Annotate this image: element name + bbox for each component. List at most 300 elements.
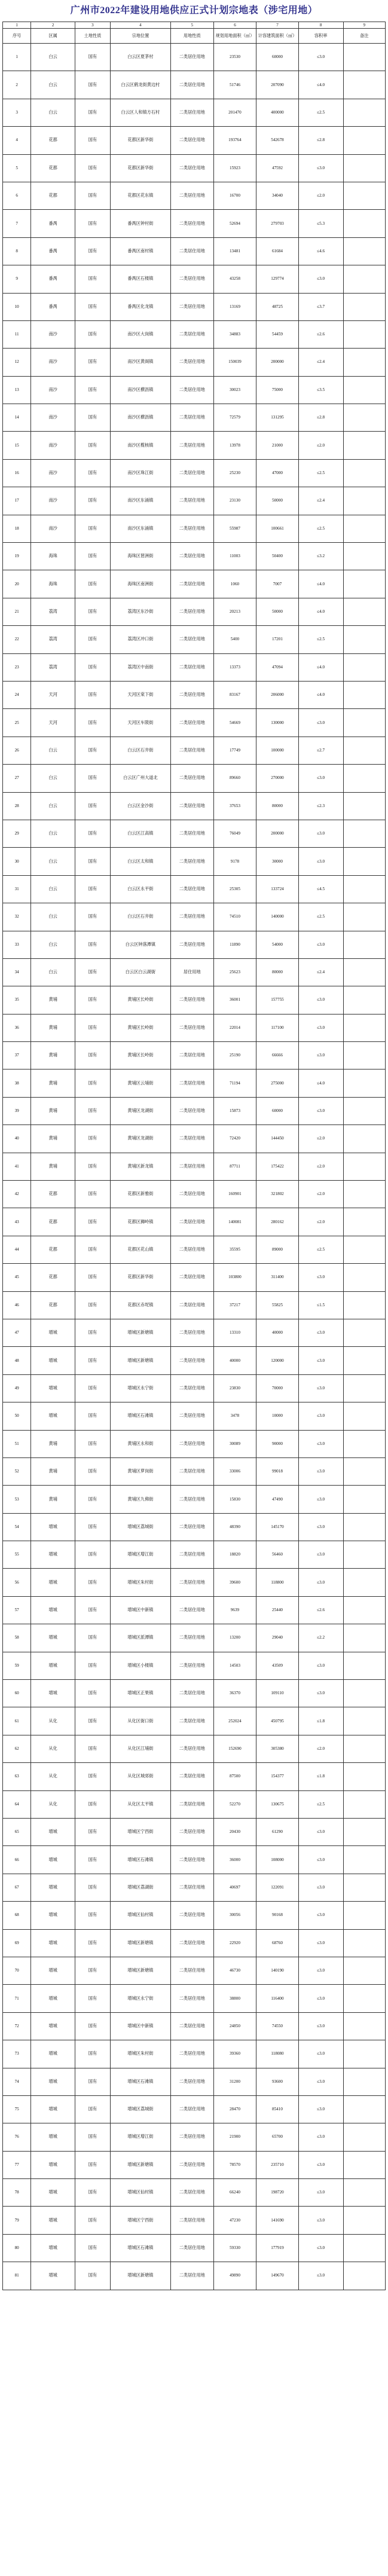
cell-remarks [343,1735,385,1762]
cell-land-use: 二类居住用地 [170,681,213,708]
cell-floor-area: 450795 [256,1707,298,1735]
cell-district: 从化 [31,1763,75,1790]
header-planned-area: 规划用地面积（㎡） [213,29,256,44]
cell-land-nature: 国有 [75,1291,110,1319]
cell-parcel-location: 番禺区化龙镇 [110,293,170,320]
cell-floor-area: 198720 [256,2179,298,2207]
cell-floor-area: 321802 [256,1181,298,1208]
table-row [3,487,386,515]
table-row [3,1929,386,1957]
cell-planned-area: 140081 [213,1208,256,1236]
column-number: 8 [298,22,343,29]
cell-serial: 46 [3,1291,31,1319]
cell-plot-ratio: ≤2.4 [298,487,343,515]
cell-serial: 65 [3,1819,31,1846]
cell-district: 增城 [31,2179,75,2207]
cell-planned-area: 25230 [213,459,256,487]
cell-parcel-location: 增城区派潭镇 [110,1624,170,1652]
cell-serial: 52 [3,1457,31,1485]
cell-remarks [343,71,385,99]
cell-planned-area: 74510 [213,903,256,931]
table-row [3,320,386,348]
cell-planned-area: 51746 [213,71,256,99]
table-row [3,1457,386,1485]
cell-land-use: 二类居住用地 [170,376,213,404]
cell-planned-area: 36000 [213,1846,256,1874]
cell-district: 黄埔 [31,1097,75,1124]
cell-floor-area: 65700 [256,2123,298,2151]
cell-serial: 40 [3,1125,31,1153]
cell-land-nature: 国有 [75,681,110,708]
cell-parcel-location: 黄埔区九佛街 [110,1486,170,1513]
cell-land-nature: 国有 [75,1014,110,1041]
cell-floor-area: 206000 [256,681,298,708]
table-row [3,515,386,542]
cell-district: 荔湾 [31,626,75,653]
cell-planned-area: 13481 [213,237,256,265]
cell-serial: 4 [3,127,31,154]
cell-plot-ratio: ≤3.0 [298,1264,343,1291]
column-number: 5 [170,22,213,29]
cell-parcel-location: 花都区新华街 [110,154,170,182]
cell-planned-area: 15873 [213,1097,256,1124]
table-row [3,1181,386,1208]
cell-serial: 53 [3,1486,31,1513]
cell-planned-area: 11003 [213,543,256,570]
cell-parcel-location: 增城区仙村镇 [110,1902,170,1929]
cell-parcel-location: 增城区正果镇 [110,1680,170,1707]
table-row [3,1291,386,1319]
cell-planned-area: 35595 [213,1236,256,1263]
cell-floor-area: 145170 [256,1513,298,1541]
cell-plot-ratio: ≤2.0 [298,1125,343,1153]
cell-land-nature: 国有 [75,2207,110,2234]
cell-district: 天河 [31,709,75,737]
cell-land-use: 二类居住用地 [170,265,213,293]
cell-parcel-location: 海珠区南洲街 [110,570,170,598]
cell-land-use: 二类居住用地 [170,765,213,792]
cell-land-use: 二类居住用地 [170,709,213,737]
cell-floor-area: 311400 [256,1264,298,1291]
cell-remarks [343,1014,385,1041]
cell-remarks [343,1846,385,1874]
cell-serial: 5 [3,154,31,182]
cell-serial: 1 [3,44,31,71]
cell-land-use: 二类居住用地 [170,2151,213,2178]
cell-parcel-location: 从化区太平镇 [110,1790,170,1818]
cell-serial: 29 [3,820,31,847]
cell-planned-area: 21900 [213,2123,256,2151]
cell-district: 增城 [31,1513,75,1541]
table-row [3,2068,386,2095]
cell-floor-area: 47592 [256,154,298,182]
cell-remarks [343,320,385,348]
cell-plot-ratio: ≤3.0 [298,1680,343,1707]
cell-district: 增城 [31,1596,75,1624]
cell-planned-area: 47230 [213,2207,256,2234]
cell-remarks [343,127,385,154]
cell-remarks [343,487,385,515]
cell-plot-ratio: ≤3.0 [298,1486,343,1513]
table-row [3,1763,386,1790]
cell-floor-area: 129774 [256,265,298,293]
cell-planned-area: 25623 [213,958,256,986]
cell-plot-ratio: ≤2.3 [298,792,343,820]
cell-district: 增城 [31,2207,75,2234]
table-row [3,1624,386,1652]
cell-parcel-location: 增城区新塘镇 [110,1957,170,1984]
table-row [3,1486,386,1513]
cell-land-use: 二类居住用地 [170,154,213,182]
cell-district: 白云 [31,820,75,847]
table-row [3,127,386,154]
cell-plot-ratio: ≤4.5 [298,875,343,903]
cell-plot-ratio: ≤3.0 [298,2068,343,2095]
cell-floor-area: 85410 [256,2095,298,2123]
cell-floor-area: 60000 [256,1097,298,1124]
cell-plot-ratio: ≤3.5 [298,376,343,404]
cell-land-nature: 国有 [75,1569,110,1596]
cell-remarks [343,1042,385,1069]
cell-land-nature: 国有 [75,2095,110,2123]
cell-plot-ratio: ≤3.0 [298,2151,343,2178]
cell-floor-area: 109110 [256,1680,298,1707]
cell-plot-ratio: ≤3.0 [298,1957,343,1984]
cell-planned-area: 89660 [213,765,256,792]
cell-floor-area: 80000 [256,792,298,820]
cell-serial: 37 [3,1042,31,1069]
cell-floor-area: 80000 [256,958,298,986]
cell-land-use: 二类居住用地 [170,1236,213,1263]
cell-parcel-location: 海珠区琶洲街 [110,543,170,570]
cell-floor-area: 29040 [256,1624,298,1652]
cell-serial: 68 [3,1902,31,1929]
cell-plot-ratio: ≤3.0 [298,1402,343,1430]
cell-parcel-location: 白云区白云湖街 [110,958,170,986]
cell-land-nature: 国有 [75,1957,110,1984]
cell-district: 白云 [31,44,75,71]
table-row [3,1374,386,1402]
table-row [3,1707,386,1735]
cell-parcel-location: 黄埔区长岭街 [110,986,170,1014]
table-row [3,737,386,764]
table-row [3,1735,386,1762]
table-row [3,1069,386,1097]
table-row [3,1236,386,1263]
cell-remarks [343,1236,385,1263]
table-row [3,1430,386,1457]
cell-land-nature: 国有 [75,1680,110,1707]
cell-district: 番禺 [31,265,75,293]
cell-remarks [343,1319,385,1346]
cell-parcel-location: 荔湾区冲口街 [110,626,170,653]
cell-remarks [343,1985,385,2012]
cell-land-nature: 国有 [75,1874,110,1901]
table-body [3,44,386,2290]
cell-floor-area: 200000 [256,820,298,847]
cell-plot-ratio: ≤2.5 [298,1790,343,1818]
cell-plot-ratio: ≤1.8 [298,1763,343,1790]
cell-plot-ratio: ≤3.7 [298,293,343,320]
cell-floor-area: 175422 [256,1153,298,1180]
cell-land-use: 二类居住用地 [170,1153,213,1180]
table-row [3,1957,386,1984]
cell-serial: 56 [3,1569,31,1596]
cell-floor-area: 400000 [256,99,298,126]
table-row [3,2207,386,2234]
table-row [3,2040,386,2068]
table-row [3,1680,386,1707]
cell-planned-area: 48390 [213,1513,256,1541]
cell-land-use: 二类居住用地 [170,44,213,71]
cell-district: 增城 [31,2095,75,2123]
cell-land-nature: 国有 [75,653,110,681]
cell-remarks [343,848,385,875]
cell-planned-area: 1060 [213,570,256,598]
cell-plot-ratio: ≤2.4 [298,349,343,376]
cell-district: 白云 [31,958,75,986]
cell-planned-area: 13200 [213,1624,256,1652]
land-supply-table [2,22,386,2290]
table-row [3,2123,386,2151]
cell-remarks [343,1374,385,1402]
cell-serial: 34 [3,958,31,986]
cell-remarks [343,237,385,265]
cell-serial: 49 [3,1374,31,1402]
cell-district: 增城 [31,1929,75,1957]
cell-land-use: 二类居住用地 [170,1457,213,1485]
cell-remarks [343,1181,385,1208]
cell-serial: 28 [3,792,31,820]
cell-land-nature: 国有 [75,265,110,293]
header-parcel-location: 宗地位置 [110,29,170,44]
cell-plot-ratio: ≤1.5 [298,1291,343,1319]
cell-land-use: 二类居住用地 [170,1430,213,1457]
cell-floor-area: 305380 [256,1735,298,1762]
column-number: 2 [31,22,75,29]
table-row [3,986,386,1014]
cell-plot-ratio: ≤2.5 [298,515,343,542]
cell-floor-area: 235710 [256,2151,298,2178]
cell-land-nature: 国有 [75,154,110,182]
cell-remarks [343,2012,385,2040]
cell-floor-area: 47094 [256,653,298,681]
cell-land-use: 二类居住用地 [170,1347,213,1374]
cell-floor-area: 54459 [256,320,298,348]
cell-remarks [343,737,385,764]
cell-district: 南沙 [31,432,75,459]
table-row [3,349,386,376]
cell-land-nature: 国有 [75,44,110,71]
cell-remarks [343,543,385,570]
cell-land-use: 二类居住用地 [170,1513,213,1541]
table-row [3,154,386,182]
cell-remarks [343,653,385,681]
cell-remarks [343,2123,385,2151]
cell-land-use: 二类居住用地 [170,848,213,875]
cell-land-use: 二类居住用地 [170,931,213,958]
cell-land-nature: 国有 [75,1347,110,1374]
cell-remarks [343,404,385,432]
table-row [3,931,386,958]
cell-parcel-location: 花都区花山镇 [110,1236,170,1263]
table-row [3,765,386,792]
cell-plot-ratio: ≤3.0 [298,1347,343,1374]
cell-land-use: 二类居住用地 [170,1181,213,1208]
cell-planned-area: 43258 [213,265,256,293]
cell-remarks [343,2040,385,2068]
cell-district: 增城 [31,1374,75,1402]
cell-planned-area: 14503 [213,1652,256,1679]
cell-serial: 16 [3,459,31,487]
cell-remarks [343,1569,385,1596]
cell-remarks [343,1902,385,1929]
cell-land-use: 二类居住用地 [170,653,213,681]
cell-land-use: 二类居住用地 [170,2123,213,2151]
cell-parcel-location: 花都区新华街 [110,1264,170,1291]
cell-parcel-location: 增城区朱村街 [110,2040,170,2068]
table-row [3,543,386,570]
cell-plot-ratio: ≤2.0 [298,1735,343,1762]
cell-plot-ratio: ≤3.0 [298,1513,343,1541]
cell-parcel-location: 增城区石滩镇 [110,1846,170,1874]
cell-floor-area: 70000 [256,1374,298,1402]
cell-serial: 71 [3,1985,31,2012]
cell-floor-area: 133724 [256,875,298,903]
cell-land-nature: 国有 [75,709,110,737]
cell-planned-area: 52270 [213,1790,256,1818]
cell-land-use: 二类居住用地 [170,986,213,1014]
cell-land-use: 二类居住用地 [170,1069,213,1097]
cell-plot-ratio: ≤4.6 [298,237,343,265]
cell-land-nature: 国有 [75,1097,110,1124]
cell-parcel-location: 黄埔区云埔街 [110,1069,170,1097]
cell-land-use: 二类居住用地 [170,432,213,459]
cell-floor-area: 47000 [256,459,298,487]
cell-plot-ratio: ≤3.0 [298,1319,343,1346]
cell-parcel-location: 增城区荔城街 [110,1513,170,1541]
cell-remarks [343,765,385,792]
cell-district: 增城 [31,2262,75,2290]
cell-planned-area: 22014 [213,1014,256,1041]
cell-planned-area: 15923 [213,154,256,182]
cell-parcel-location: 南沙区东涌镇 [110,515,170,542]
cell-serial: 43 [3,1208,31,1236]
cell-district: 白云 [31,737,75,764]
cell-floor-area: 140190 [256,1957,298,1984]
cell-district: 白云 [31,792,75,820]
cell-land-use: 二类居住用地 [170,99,213,126]
cell-land-use: 二类居住用地 [170,903,213,931]
cell-district: 增城 [31,1902,75,1929]
document-title: 广州市2022年建设用地供应正式计划宗地表（涉宅用地） [70,5,318,16]
cell-planned-area: 11890 [213,931,256,958]
table-row [3,1985,386,2012]
cell-planned-area: 193764 [213,127,256,154]
cell-serial: 66 [3,1846,31,1874]
cell-serial: 7 [3,210,31,237]
cell-floor-area: 90000 [256,1430,298,1457]
cell-serial: 27 [3,765,31,792]
cell-land-nature: 国有 [75,765,110,792]
cell-land-nature: 国有 [75,182,110,209]
cell-floor-area: 270000 [256,765,298,792]
cell-floor-area: 66666 [256,1042,298,1069]
cell-district: 南沙 [31,376,75,404]
cell-floor-area: 542678 [256,127,298,154]
cell-plot-ratio: ≤3.0 [298,1541,343,1569]
cell-planned-area: 20213 [213,598,256,625]
cell-remarks [343,2234,385,2262]
cell-planned-area: 34883 [213,320,256,348]
table-row [3,848,386,875]
cell-serial: 78 [3,2179,31,2207]
cell-parcel-location: 白云区金沙街 [110,792,170,820]
cell-land-use: 二类居住用地 [170,1014,213,1041]
cell-serial: 45 [3,1264,31,1291]
cell-remarks [343,376,385,404]
cell-serial: 31 [3,875,31,903]
cell-land-use: 二类居住用地 [170,1097,213,1124]
cell-parcel-location: 南沙区横沥镇 [110,404,170,432]
cell-planned-area: 78570 [213,2151,256,2178]
table-row [3,210,386,237]
cell-planned-area: 40697 [213,1874,256,1901]
cell-remarks [343,515,385,542]
table-row [3,1652,386,1679]
cell-parcel-location: 番禺区石楼镇 [110,265,170,293]
cell-plot-ratio: ≤3.0 [298,931,343,958]
cell-serial: 24 [3,681,31,708]
cell-district: 花都 [31,1181,75,1208]
cell-serial: 60 [3,1680,31,1707]
cell-plot-ratio: ≤3.0 [298,44,343,71]
cell-floor-area: 74550 [256,2012,298,2040]
column-number: 9 [343,22,385,29]
cell-land-use: 二类居住用地 [170,71,213,99]
cell-floor-area: 40000 [256,1319,298,1346]
column-number-row [3,22,386,29]
cell-planned-area: 13978 [213,432,256,459]
cell-serial: 30 [3,848,31,875]
cell-serial: 15 [3,432,31,459]
cell-remarks [343,182,385,209]
table-row [3,2151,386,2178]
cell-land-nature: 国有 [75,432,110,459]
cell-serial: 69 [3,1929,31,1957]
cell-floor-area: 149670 [256,2262,298,2290]
cell-land-use: 二类居住用地 [170,1846,213,1874]
cell-planned-area: 9639 [213,1596,256,1624]
cell-floor-area: 7007 [256,570,298,598]
cell-land-nature: 国有 [75,1042,110,1069]
cell-plot-ratio: ≤3.0 [298,986,343,1014]
cell-parcel-location: 增城区新塘镇 [110,1347,170,1374]
cell-parcel-location: 从化区江埔街 [110,1735,170,1762]
table-row [3,237,386,265]
table-row [3,570,386,598]
cell-remarks [343,570,385,598]
table-row [3,2179,386,2207]
cell-remarks [343,99,385,126]
cell-plot-ratio: ≤3.0 [298,2179,343,2207]
cell-district: 黄埔 [31,986,75,1014]
cell-parcel-location: 增城区宁西街 [110,1819,170,1846]
cell-plot-ratio: ≤2.0 [298,1181,343,1208]
header-land-use: 用地性质 [170,29,213,44]
cell-land-nature: 国有 [75,1846,110,1874]
table-row [3,265,386,293]
